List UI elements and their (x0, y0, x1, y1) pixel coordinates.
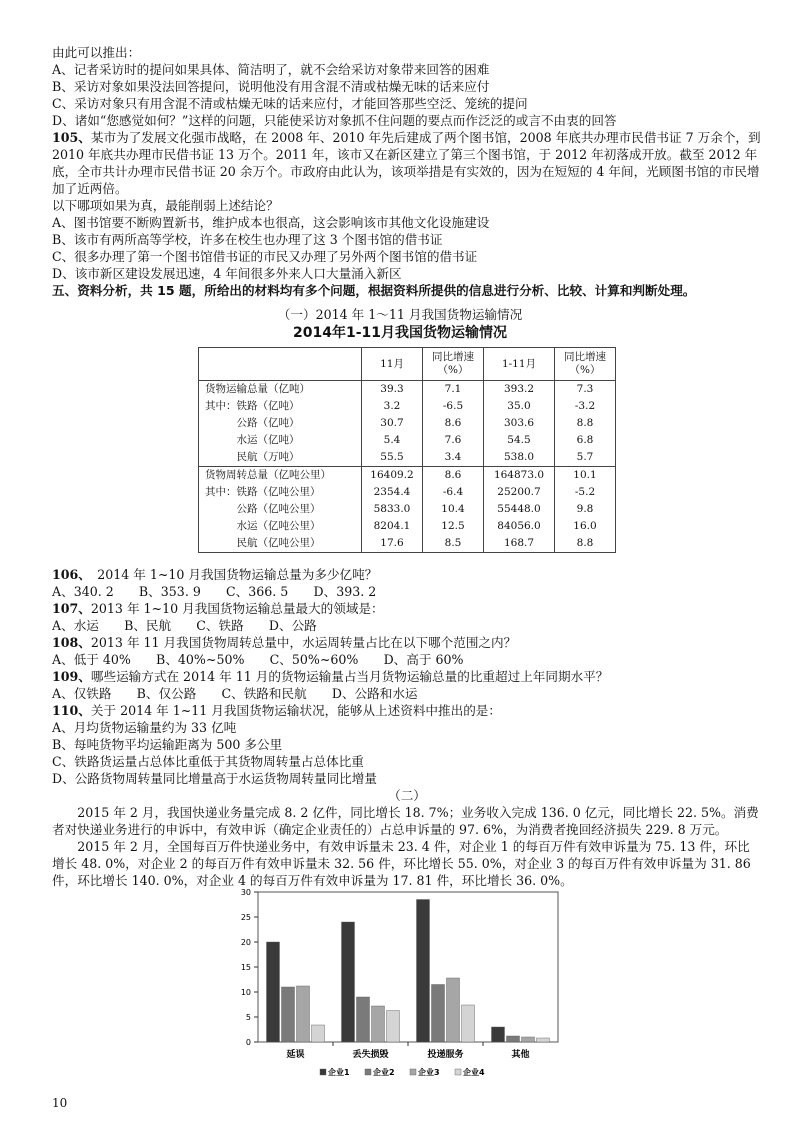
table-header-cell (199, 348, 362, 381)
bar (447, 978, 460, 1042)
bar (342, 922, 355, 1042)
table-row (199, 415, 616, 432)
table-row (199, 398, 616, 415)
row-label: 公路（亿吨） (199, 415, 362, 432)
questions-block (52, 566, 762, 889)
question-number: 105、 (52, 130, 91, 145)
table-cell: 84056.0 (484, 518, 555, 535)
table-row (199, 432, 616, 449)
table-cell: 5.4 (362, 432, 423, 449)
question-110 (52, 702, 762, 787)
page-body (52, 44, 762, 299)
question-options: A、仅铁路 B、仅公路 C、铁路和民航 D、公路和水运 (52, 686, 418, 701)
table-cell: 8.5 (423, 535, 484, 553)
intro-line: C、采访对象只有用含混不清或枯燥无味的话来应付，才能回答那些空泛、笼统的提问 (52, 96, 528, 111)
table-cell: 393.2 (484, 381, 555, 399)
table-header-cell: 11月 (362, 348, 423, 381)
question-text: 2014 年 1~10 月我国货物运输总量为多少亿吨？ (84, 567, 378, 582)
table-cell: 10.1 (555, 467, 616, 485)
table-cell: -6.5 (423, 398, 484, 415)
option: B、每吨货物平均运输距离为 500 多公里 (52, 737, 283, 752)
bar (387, 1011, 400, 1043)
table-row (199, 518, 616, 535)
row-label: 民航（亿吨公里） (199, 535, 362, 553)
part2-paragraph-2: 2015 年 2 月，全国每百万件快递业务中，有效申诉量未 23. 4 件，对企业 1 的每百万件有效申诉量为 75. 13 件，环比增长 48. 0%，对企业 2 的每百万件有效申诉量未 32. 56 件，环比增长 55. 0%，对企业 3 的每百万件有效申诉量为 31. 86 件，环比增长 140. 0%，对企业 4 的每百万件有效申诉量为 17. 81 件，环比增长 36. 0%。 (52, 839, 751, 888)
option: B、该市有两所高等学校，许多在校生也办理了这 3 个图书馆的借书证 (52, 232, 443, 247)
question-options (52, 719, 762, 787)
legend-swatch (410, 1069, 416, 1075)
y-tick-label: 10 (240, 988, 251, 997)
table-header-cell: 同比增速 （%） (423, 348, 484, 381)
table-cell: 10.4 (423, 501, 484, 518)
legend-label: 企业2 (373, 1068, 395, 1076)
question-text: 2013 年 11 月我国货物周转总量中，水运周转量占比在以下哪个范围之内？ (90, 635, 517, 650)
table-row (199, 381, 616, 399)
table-cell: 7.3 (555, 381, 616, 399)
question-number: 109、 (52, 669, 91, 684)
legend-swatch (320, 1069, 326, 1075)
table-cell: 5833.0 (362, 501, 423, 518)
question-text: 某市为了发展文化强市战略，在 2008 年、2010 年先后建成了两个图书馆，2008 年底共办理市民借书证 7 万余个，到 2010 年底共办理市民借书证 13 万个。2011 年，该市又在新区建立了第三个图书馆，于 2012 年初落成开放。截至 2012 年底，全市共计办理市民借书证 20 余万个。市政府由此认为，该项举措是有实效的，因为在短短的 4 年间，光顾图书馆的市民增加了近两倍。 (52, 130, 761, 196)
row-label: 水运（亿吨公里） (199, 518, 362, 535)
question-number: 107、 (52, 601, 91, 616)
row-label: 货物运输总量（亿吨） (199, 381, 362, 399)
part2-heading: （二） (388, 788, 426, 803)
table-cell: 35.0 (484, 398, 555, 415)
question-105 (52, 129, 762, 282)
table-cell: 25200.7 (484, 484, 555, 501)
option: D、该市新区建设发展迅速，4 年间很多外来人口大量涌入新区 (52, 266, 402, 281)
question-options: A、低于 40% B、40%~50% C、50%~60% D、高于 60% (52, 652, 464, 667)
bar (537, 1038, 550, 1042)
legend-label: 企业1 (328, 1068, 350, 1076)
row-label: 公路（亿吨公里） (199, 501, 362, 518)
question-109 (52, 668, 762, 702)
table-cell: 303.6 (484, 415, 555, 432)
y-tick-label: 20 (240, 938, 251, 947)
bar (462, 1005, 475, 1042)
table-header-cell: 同比增速 （%） (555, 348, 616, 381)
table-cell: 55448.0 (484, 501, 555, 518)
row-label: 其中：铁路（亿吨） (199, 398, 362, 415)
freight-table-wrapper (198, 347, 616, 553)
table-cell: 168.7 (484, 535, 555, 553)
x-tick-label: 延误 (286, 1050, 305, 1060)
table-cell: 55.5 (362, 449, 423, 467)
row-label: 水运（亿吨） (199, 432, 362, 449)
table-cell: -3.2 (555, 398, 616, 415)
legend-swatch (455, 1069, 461, 1075)
question-options (52, 214, 762, 282)
question-list (52, 566, 762, 702)
intro-block (52, 44, 762, 129)
bar (297, 986, 310, 1042)
y-tick-label: 25 (240, 913, 251, 922)
table-cell: 7.1 (423, 381, 484, 399)
table-cell: 16.0 (555, 518, 616, 535)
option: A、图书馆要不断购置新书，维护成本也很高，这会影响该市其他文化设施建设 (52, 215, 490, 230)
table-cell: 12.5 (423, 518, 484, 535)
bar (267, 942, 280, 1042)
table-cell: 8.6 (423, 415, 484, 432)
bar (372, 1006, 385, 1042)
table-row (199, 449, 616, 467)
table-cell: 6.8 (555, 432, 616, 449)
y-tick-label: 5 (245, 1013, 251, 1022)
y-tick-label: 30 (240, 888, 251, 897)
option: C、铁路货运量占总体比重低于其货物周转量占总体比重 (52, 754, 364, 769)
part2-paragraph-1: 2015 年 2 月，我国快递业务量完成 8. 2 亿件，同比增长 18. 7%；业务收入完成 136. 0 亿元，同比增长 22. 5%。消费者对快递业务进行的申诉中，有效申诉（确定企业责任的）占总申诉量的 97. 6%，为消费者挽回经济损失 229. 8 万元。 (52, 805, 759, 837)
table-cell: 5.7 (555, 449, 616, 467)
freight-table (198, 347, 616, 553)
question-108 (52, 634, 762, 668)
table-row (199, 467, 616, 485)
option: D、公路货物周转量同比增量高于水运货物周转量同比增量 (52, 771, 377, 786)
question-options: A、340. 2 B、353. 9 C、366. 5 D、393. 2 (52, 584, 377, 599)
table-row (199, 484, 616, 501)
table-row (199, 535, 616, 553)
bar (282, 987, 295, 1042)
bar (417, 900, 430, 1043)
question-107 (52, 600, 762, 634)
intro-line: D、诸如“您感觉如何？”这样的问题，只能使采访对象抓不住问题的要点而作泛泛的或言不由衷的回答 (52, 113, 617, 128)
intro-line: A、记者采访时的提问如果具体、简洁明了，就不会给采访对象带来回答的困难 (52, 62, 490, 77)
y-tick-label: 15 (240, 963, 251, 972)
section-heading: 五、资料分析，共 15 题，所给出的材料均有多个问题，根据资料所提供的信息进行分析、比较、计算和判断处理。 (52, 283, 696, 298)
bar (492, 1027, 505, 1042)
question-number: 110、 (52, 703, 91, 718)
intro-line: B、采访对象如果没法回答提问，说明他没有用含混不清或枯燥无味的话来应付 (52, 79, 490, 94)
bar (507, 1036, 520, 1042)
table-cell: 538.0 (484, 449, 555, 467)
x-tick-label: 其他 (511, 1050, 530, 1060)
table-cell: 3.4 (423, 449, 484, 467)
bar (432, 985, 445, 1043)
bar (522, 1037, 535, 1042)
table-cell: 7.6 (423, 432, 484, 449)
table-cell: 17.6 (362, 535, 423, 553)
table-cell: 39.3 (362, 381, 423, 399)
x-tick-label: 投递服务 (427, 1050, 464, 1060)
bar (312, 1025, 325, 1042)
question-options: A、水运 B、民航 C、铁路 D、公路 (52, 618, 317, 633)
table-cell: 9.8 (555, 501, 616, 518)
question-text: 关于 2014 年 1~11 月我国货物运输状况，能够从上述资料中推出的是： (90, 703, 501, 718)
option: A、月均货物运输量约为 33 亿吨 (52, 720, 237, 735)
row-label: 其中：铁路（亿吨公里） (199, 484, 362, 501)
table-cell: 2354.4 (362, 484, 423, 501)
table-header-cell: 1-11月 (484, 348, 555, 381)
table-cell: 8.6 (423, 467, 484, 485)
table-cell: -6.4 (423, 484, 484, 501)
row-label: 民航（万吨） (199, 449, 362, 467)
legend-label: 企业4 (463, 1068, 485, 1076)
row-label: 货物周转总量（亿吨公里） (199, 467, 362, 485)
intro-line: 由此可以推出： (52, 45, 141, 60)
bar (357, 997, 370, 1042)
option: C、很多办理了第一个图书馆借书证的市民又办理了另外两个图书馆的借书证 (52, 249, 478, 264)
table-cell: 54.5 (484, 432, 555, 449)
question-106 (52, 566, 762, 600)
table-cell: 8204.1 (362, 518, 423, 535)
table-cell: 8.8 (555, 415, 616, 432)
question-prompt: 以下哪项如果为真，最能削弱上述结论？ (52, 198, 279, 213)
table-cell: 30.7 (362, 415, 423, 432)
table-cell: 3.2 (362, 398, 423, 415)
table-cell: 16409.2 (362, 467, 423, 485)
legend-label: 企业3 (418, 1068, 440, 1076)
y-tick-label: 0 (245, 1038, 251, 1047)
question-text: 2013 年 1~10 月我国货物运输总量最大的领域是： (90, 601, 384, 616)
legend-swatch (365, 1069, 371, 1075)
question-text: 哪些运输方式在 2014 年 11 月的货物运输量占当月货物运输总量的比重超过上年同期水平？ (90, 669, 609, 684)
table-subtitle: （一）2014 年 1～11 月我国货物运输情况 (277, 307, 523, 322)
table-cell: 164873.0 (484, 467, 555, 485)
page-number: 10 (52, 1096, 68, 1110)
complaint-bar-chart (232, 886, 562, 1076)
table-cell: -5.2 (555, 484, 616, 501)
table-row (199, 501, 616, 518)
table-title: 2014年1-11月我国货物运输情况 (293, 325, 507, 341)
question-number: 106、 (52, 567, 85, 582)
x-tick-label: 丢失损毁 (352, 1050, 389, 1060)
table-cell: 8.8 (555, 535, 616, 553)
question-number: 108、 (52, 635, 91, 650)
